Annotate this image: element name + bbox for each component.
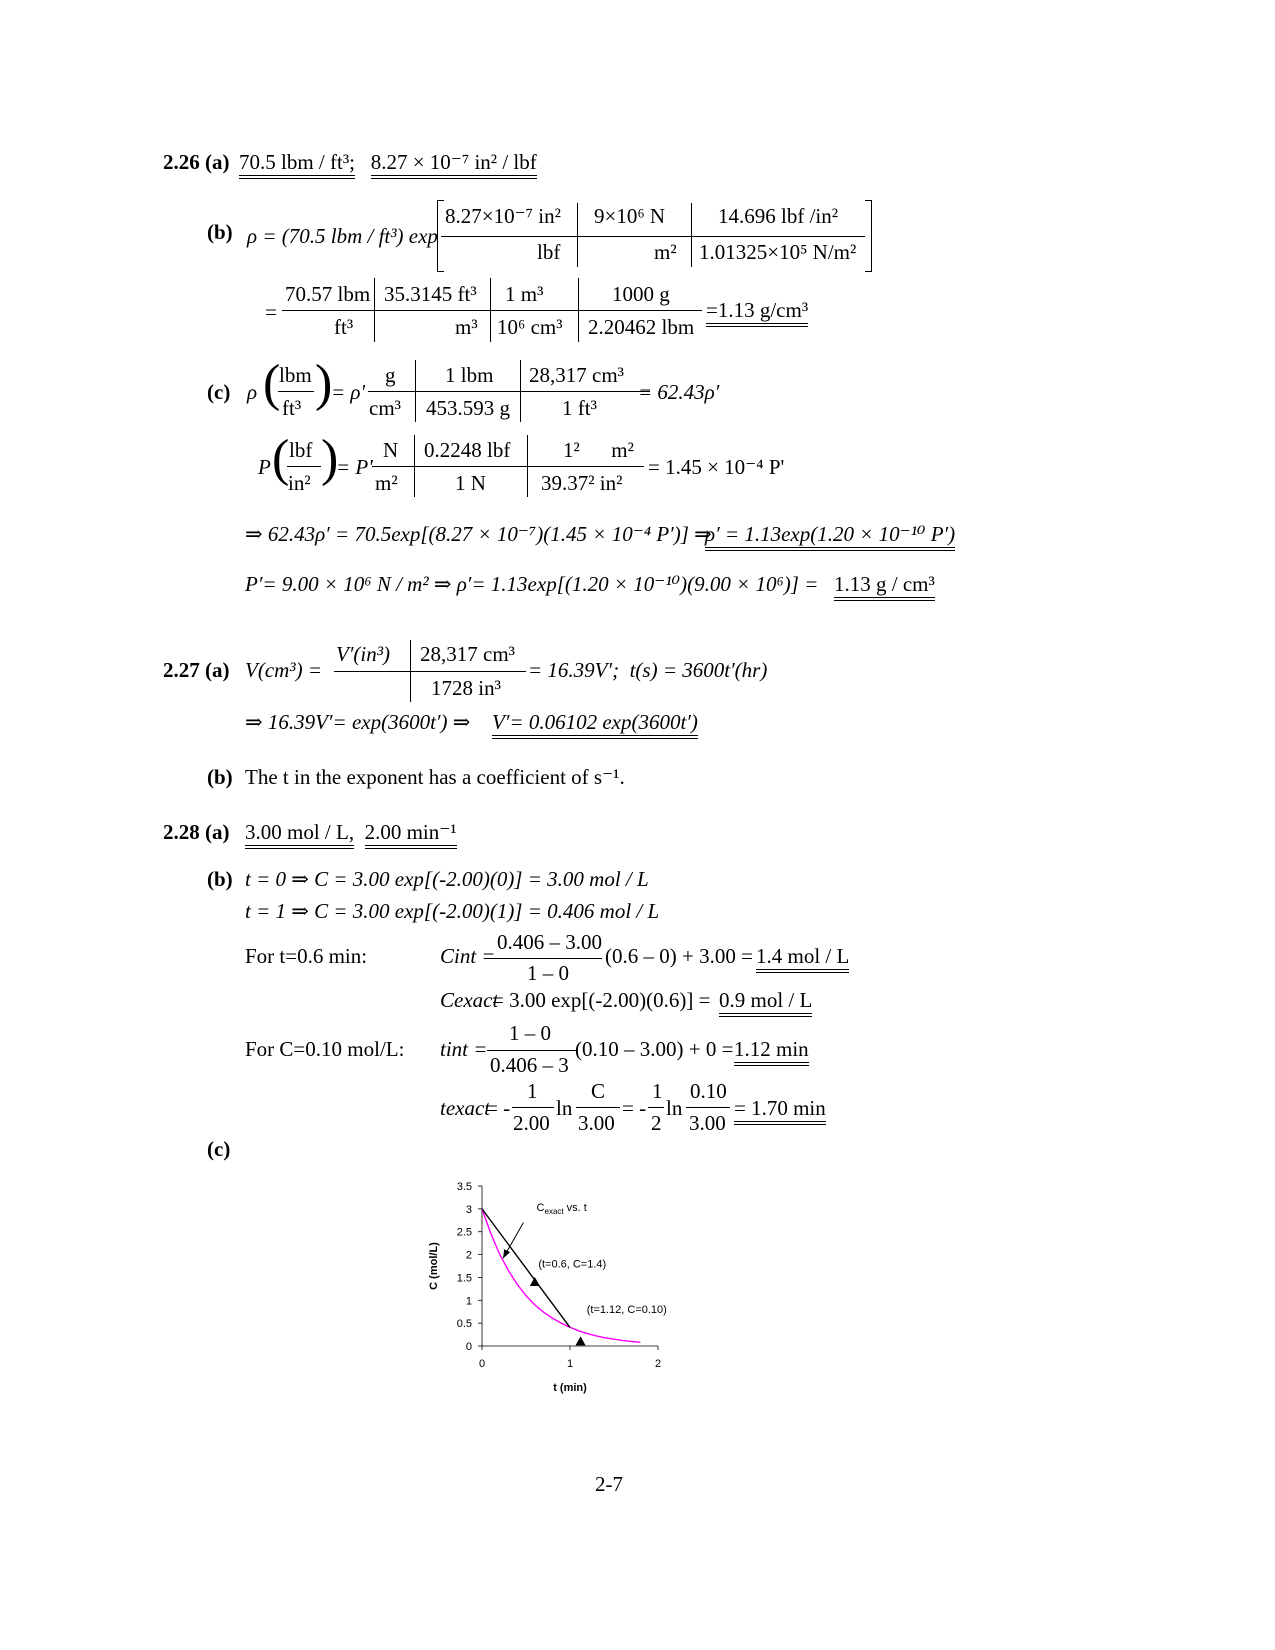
fraction-num: 0.10 bbox=[690, 1079, 727, 1103]
fraction-num: 1 bbox=[652, 1079, 663, 1103]
fraction-den: 2 bbox=[651, 1111, 662, 1135]
part-2-26-b-label: (b) bbox=[207, 220, 233, 244]
cell: 28,317 cm³ bbox=[420, 642, 515, 666]
cell: lbf bbox=[537, 240, 561, 264]
answer-2-26-a bbox=[239, 150, 537, 174]
result: = 1.45 × 10⁻⁴ P' bbox=[648, 455, 785, 479]
cell: 8.27×10⁻⁷ in² bbox=[445, 204, 561, 228]
problem-2-27-number: 2.27 (a) bbox=[163, 658, 230, 682]
cell: 28,317 cm³ bbox=[529, 363, 624, 387]
marker-label-2: (t=1.12, C=0.10) bbox=[586, 1304, 667, 1317]
fraction-line bbox=[368, 391, 650, 392]
fraction-line bbox=[487, 1050, 577, 1051]
answer-2-28-a: 3.00 mol / L, 2.00 min⁻¹ bbox=[245, 820, 457, 844]
cell: 39.37² in² bbox=[541, 471, 623, 495]
answer-cexact: 0.9 mol / L bbox=[719, 988, 812, 1012]
exact-curve bbox=[482, 1209, 640, 1342]
chart-marks bbox=[503, 1223, 585, 1346]
equation-lhs: V(cm³) = bbox=[245, 658, 323, 682]
cell: 1000 g bbox=[612, 282, 670, 306]
answer-2-27-b: The t in the exponent has a coefficient of s⁻¹. bbox=[245, 765, 625, 789]
page-number: 2-7 bbox=[595, 1472, 623, 1496]
cell: 1 lbm bbox=[445, 363, 494, 387]
y-tick-label: 3.5 bbox=[456, 1181, 472, 1193]
answer-2-26-b: =1.13 g/cm³ bbox=[706, 298, 808, 322]
x-tick-label: 0 bbox=[478, 1358, 486, 1370]
fraction-den: 2.00 bbox=[513, 1111, 550, 1135]
x-tick-label: 1 bbox=[566, 1358, 574, 1370]
fraction-line bbox=[282, 310, 702, 311]
cell: cm³ bbox=[369, 396, 401, 420]
cexact-lhs: Cexact bbox=[440, 988, 499, 1012]
fraction-line bbox=[372, 466, 644, 467]
fraction-line bbox=[686, 1107, 730, 1108]
cell: 35.3145 ft³ bbox=[384, 282, 477, 306]
result: = 62.43ρ′ bbox=[638, 380, 720, 404]
cell: 9×10⁶ N bbox=[594, 204, 666, 228]
part-2-28-b-label: (b) bbox=[207, 867, 233, 891]
fraction-den: 0.406 – 3 bbox=[490, 1053, 569, 1077]
divider bbox=[691, 203, 692, 267]
cell: 453.593 g bbox=[426, 396, 510, 420]
y-tick-label: 2 bbox=[465, 1249, 472, 1262]
answer-cint: 1.4 mol / L bbox=[756, 944, 849, 968]
y-axis-label: C (mol/L) bbox=[428, 1242, 440, 1290]
cell: 0.2248 lbf bbox=[424, 438, 511, 462]
unit-bot: ft³ bbox=[282, 396, 302, 420]
equation-line: ⇒ 16.39V′= exp(3600t′) ⇒ bbox=[245, 710, 471, 734]
divider bbox=[410, 640, 411, 702]
cell: ft³ bbox=[334, 315, 354, 339]
divider bbox=[578, 278, 579, 342]
fraction-den: 3.00 bbox=[689, 1111, 726, 1135]
problem-2-26-number: 2.26 (a) bbox=[163, 150, 230, 174]
equation-rest: (0.6 – 0) + 3.00 = bbox=[605, 944, 753, 968]
marker-triangle bbox=[576, 1336, 586, 1345]
marker-label-1: (t=0.6, C=1.4) bbox=[538, 1258, 607, 1271]
equation-line: t = 0 ⇒ C = 3.00 exp[(-2.00)(0)] = 3.00 mol / L bbox=[245, 867, 649, 891]
answer-tint: 1.12 min bbox=[734, 1037, 809, 1061]
equation-rest: = 16.39V′; t(s) = 3600t′(hr) bbox=[528, 658, 768, 682]
y-tick-label: 1 bbox=[465, 1295, 472, 1308]
divider bbox=[415, 360, 416, 422]
paren-left: ( bbox=[263, 355, 281, 412]
answer-2-26-c-value: 1.13 g / cm³ bbox=[834, 572, 935, 596]
fraction-line bbox=[278, 391, 314, 392]
minus: = - bbox=[486, 1096, 511, 1120]
chart-labels bbox=[428, 1181, 667, 1394]
case-label: For t=0.6 min: bbox=[245, 944, 368, 968]
arrow-head bbox=[503, 1249, 510, 1258]
ln: ln bbox=[556, 1096, 573, 1120]
cell: N bbox=[383, 438, 399, 462]
divider bbox=[490, 278, 491, 342]
equation-line: t = 1 ⇒ C = 3.00 exp[(-2.00)(1)] = 0.406 mol / L bbox=[245, 899, 660, 923]
p-symbol: P bbox=[258, 455, 271, 479]
paren-right: ) bbox=[321, 430, 339, 487]
fraction-line bbox=[576, 1107, 620, 1108]
fraction-line bbox=[492, 958, 602, 959]
divider bbox=[374, 278, 375, 342]
equals-p-prime: = P' bbox=[336, 455, 373, 479]
cell: 1 ft³ bbox=[562, 396, 597, 420]
marker-triangle bbox=[530, 1277, 540, 1286]
divider bbox=[414, 435, 415, 497]
equation-rest: = 3.00 exp[(-2.00)(0.6)] = bbox=[492, 988, 711, 1012]
cell: 10⁶ cm³ bbox=[497, 315, 563, 339]
paren-left: ( bbox=[272, 430, 290, 487]
part-2-26-c-label: (c) bbox=[207, 380, 231, 404]
ln: ln bbox=[666, 1096, 683, 1120]
answer-texact: = 1.70 min bbox=[734, 1096, 826, 1120]
cell: 2.20462 lbm bbox=[588, 315, 695, 339]
fraction-num: 1 – 0 bbox=[509, 1021, 551, 1045]
fraction-num: 0.406 – 3.00 bbox=[497, 930, 602, 954]
y-tick-label: 0 bbox=[465, 1341, 472, 1353]
cint-lhs: Cint = bbox=[440, 944, 496, 968]
cell: 1728 in³ bbox=[431, 676, 501, 700]
cell: 70.57 lbm bbox=[285, 282, 371, 306]
answer-2-27-a: V′= 0.06102 exp(3600t′) bbox=[492, 710, 698, 734]
cell: V′(in³) bbox=[336, 642, 391, 666]
y-tick-label: 2.5 bbox=[456, 1226, 472, 1239]
x-tick-label: 2 bbox=[654, 1358, 662, 1370]
equation-line: ⇒ 62.43ρ′ = 70.5exp[(8.27 × 10⁻⁷)(1.45 × 10⁻⁴ P′)] ⇒ bbox=[245, 522, 712, 546]
cell: 1² m² bbox=[563, 438, 634, 462]
unit-bot: in² bbox=[288, 471, 311, 495]
chart-series bbox=[482, 1209, 640, 1342]
equation-rest: (0.10 – 3.00) + 0 = bbox=[575, 1037, 734, 1061]
cell: g bbox=[385, 363, 396, 387]
minus: = - bbox=[622, 1096, 647, 1120]
x-axis-label: t (min) bbox=[553, 1382, 587, 1394]
unit-top: lbf bbox=[289, 438, 313, 462]
fraction-line bbox=[287, 466, 321, 467]
unit-top: lbm bbox=[279, 363, 312, 387]
concentration-chart bbox=[420, 1170, 740, 1410]
answer-2-26-a-density: 70.5 lbm / ft³; bbox=[239, 150, 355, 179]
fraction-line bbox=[648, 1107, 664, 1108]
equals-sign: = bbox=[265, 300, 277, 324]
texact-lhs: texact bbox=[440, 1096, 491, 1120]
part-2-28-c-label: (c) bbox=[207, 1137, 231, 1161]
y-tick-label: 3 bbox=[465, 1203, 472, 1216]
y-tick-label: 1.5 bbox=[456, 1272, 472, 1285]
fraction-line bbox=[441, 236, 865, 237]
cell: m² bbox=[654, 240, 677, 264]
fraction-line bbox=[334, 671, 526, 672]
problem-2-28-number: 2.28 (a) bbox=[163, 820, 230, 844]
cell: 1 m³ bbox=[505, 282, 544, 306]
fraction-num: 1 bbox=[527, 1079, 538, 1103]
cell: 14.696 lbf /in² bbox=[718, 204, 839, 228]
tint-lhs: tint = bbox=[440, 1037, 488, 1061]
rho-symbol: ρ bbox=[247, 380, 258, 404]
fraction-num: C bbox=[591, 1079, 606, 1103]
divider bbox=[520, 360, 521, 422]
fraction-den: 1 – 0 bbox=[527, 961, 569, 985]
divider bbox=[527, 435, 528, 497]
equation-2-26-b-lhs: ρ = (70.5 lbm / ft³) exp bbox=[247, 224, 438, 248]
annotation-cexact: $C_{exact}$ vs. t bbox=[536, 1202, 587, 1217]
cell: m² bbox=[375, 471, 398, 495]
answer-2-26-a-compressibility: 8.27 × 10⁻⁷ in² / lbf bbox=[371, 150, 537, 179]
paren-right: ) bbox=[315, 355, 333, 412]
cell: 1 N bbox=[455, 471, 486, 495]
answer-2-26-c-expression: ρ′ = 1.13exp(1.20 × 10⁻¹⁰ P′) bbox=[705, 522, 955, 546]
part-2-27-b-label: (b) bbox=[207, 765, 233, 789]
fraction-line bbox=[512, 1107, 554, 1108]
equation-line: P′= 9.00 × 10⁶ N / m² ⇒ ρ′= 1.13exp[(1.20 × 10⁻¹⁰)(9.00 × 10⁶)] = bbox=[245, 572, 819, 596]
cell: m³ bbox=[455, 315, 478, 339]
divider bbox=[577, 203, 578, 267]
equals-rho-prime: = ρ′ bbox=[331, 380, 366, 404]
case-label: For C=0.10 mol/L: bbox=[245, 1037, 405, 1061]
cell: 1.01325×10⁵ N/m² bbox=[699, 240, 857, 264]
bracket-right bbox=[865, 200, 872, 272]
y-tick-label: 0.5 bbox=[456, 1318, 472, 1331]
fraction-den: 3.00 bbox=[578, 1111, 615, 1135]
